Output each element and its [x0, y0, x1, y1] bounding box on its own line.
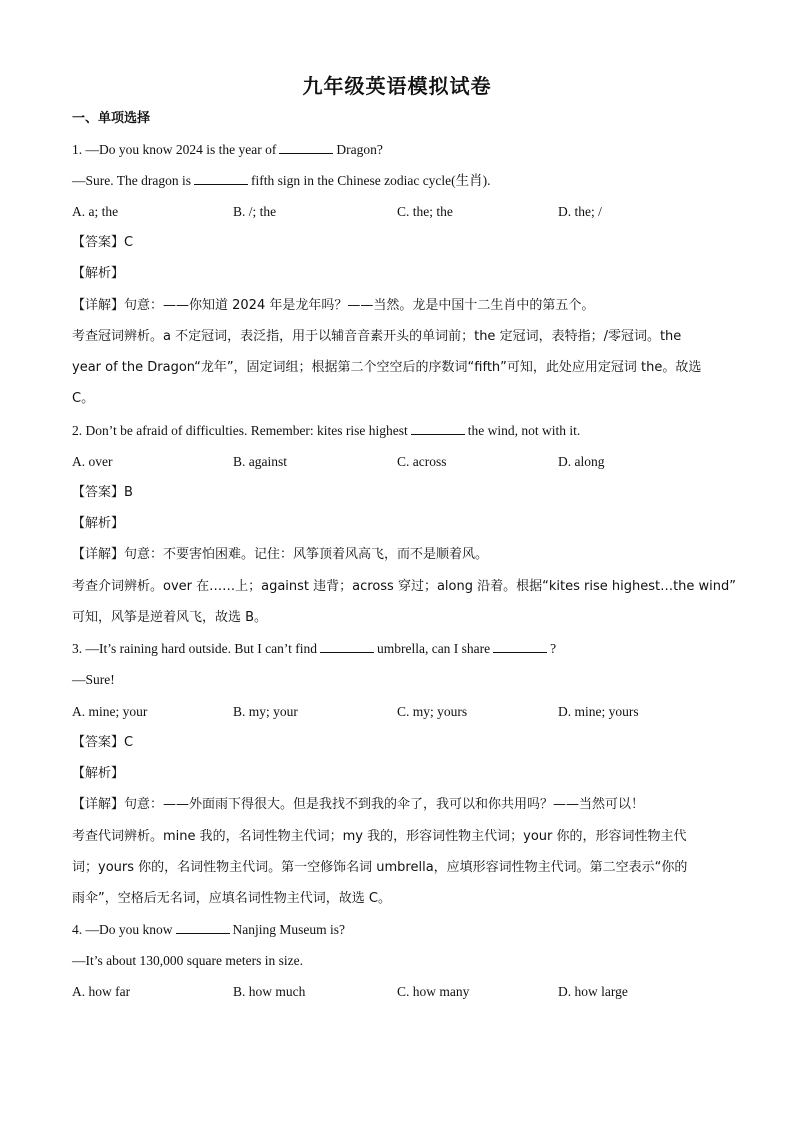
q3-explanation-2: 词；yours 你的，名词性物主代词。第一空修饰名词 umbrella，应填形容词性物主代词。第二空表示“你的	[72, 860, 688, 875]
q2-analysis-label: 【解析】	[72, 516, 125, 531]
section-heading: 一、单项选择	[72, 111, 151, 126]
q1-option-d: D. the; /	[558, 204, 602, 219]
q1-blank-1	[279, 141, 333, 154]
q3-blank-1	[320, 640, 374, 653]
q1-stem	[72, 141, 383, 159]
q3-option-a: A. mine; your	[72, 704, 148, 719]
q3-blank-2	[493, 640, 547, 653]
q2-option-d: D. along	[558, 454, 605, 469]
q2-option-b: B. against	[233, 454, 287, 469]
q1-stem-text-b: Dragon?	[336, 142, 383, 157]
q1-stem-text-a: 1. —Do you know 2024 is the year of	[72, 142, 277, 157]
q2-explanation-2: 可知，风筝是逆着风飞，故选 B。	[72, 610, 268, 625]
q1-option-b: B. /; the	[233, 204, 277, 219]
q2-answer: 【答案】B	[72, 485, 133, 500]
q3-option-c: C. my; yours	[397, 704, 468, 719]
q4-blank-1	[176, 921, 230, 934]
q2-explanation-1: 考查介词辨析。over 在……上；against 违背；across 穿过；along 沿着。根据“kites rise highest…the wind”	[72, 579, 737, 594]
q1-line2	[72, 172, 491, 190]
q3-line2: —Sure!	[72, 672, 115, 687]
q1-answer: 【答案】C	[72, 235, 134, 250]
q1-blank-2	[194, 172, 248, 185]
q2-stem	[72, 422, 580, 440]
page-title: 九年级英语模拟试卷	[302, 76, 492, 98]
q4-option-d: D. how large	[558, 984, 628, 999]
q4-line2: —It’s about 130,000 square meters in size.	[72, 953, 303, 968]
q2-stem-text-a: 2. Don’t be afraid of difficulties. Remember: kites rise highest	[72, 423, 408, 438]
q3-answer: 【答案】C	[72, 735, 134, 750]
q3-explanation-3: 雨伞”，空格后无名词，应填名词性物主代词，故选 C。	[72, 891, 391, 906]
q4-stem	[72, 921, 345, 939]
q2-detail: 【详解】句意：不要害怕困难。记住：风筝顶着风高飞，而不是顺着风。	[72, 547, 489, 562]
q4-option-b: B. how much	[233, 984, 306, 999]
q3-stem-text-c: ?	[550, 641, 557, 656]
q4-option-c: C. how many	[397, 984, 470, 999]
q4-option-a: A. how far	[72, 984, 131, 999]
q3-option-d: D. mine; yours	[558, 704, 639, 719]
q2-option-a: A. over	[72, 454, 113, 469]
q1-line2-text-b: fifth sign in the Chinese zodiac cycle(生肖).	[250, 173, 491, 188]
q1-analysis-label: 【解析】	[72, 266, 125, 281]
q3-stem	[72, 640, 556, 658]
q1-explanation-1: 考查冠词辨析。a 不定冠词，表泛指，用于以辅音音素开头的单词前；the 定冠词，表特指；/零冠词。the	[72, 329, 682, 344]
q2-stem-text-b: the wind, not with it.	[467, 423, 581, 438]
q1-line2-text-a: —Sure. The dragon is	[72, 173, 191, 188]
q3-stem-text-b: umbrella, can I share	[376, 641, 491, 656]
q3-option-b: B. my; your	[233, 704, 298, 719]
q3-stem-text-a: 3. —It’s raining hard outside. But I can’t find	[72, 641, 317, 656]
q1-explanation-2: year of the Dragon“龙年”，固定词组；根据第二个空空后的序数词“fifth”可知，此处应用定冠词 the。故选	[72, 360, 702, 375]
q3-explanation-1: 考查代词辨析。mine 我的，名词性物主代词；my 我的，形容词性物主代词；your 你的，形容词性物主代	[72, 829, 687, 844]
q4-stem-text-b: Nanjing Museum is?	[232, 922, 345, 937]
q3-analysis-label: 【解析】	[72, 766, 125, 781]
q1-option-c: C. the; the	[397, 204, 453, 219]
q2-blank-1	[411, 422, 465, 435]
q1-detail: 【详解】句意：——你知道 2024 年是龙年吗？——当然。龙是中国十二生肖中的第五个。	[72, 298, 595, 313]
q3-detail: 【详解】句意：——外面雨下得很大。但是我找不到我的伞了，我可以和你共用吗？——当然可以！	[72, 797, 645, 812]
q1-explanation-3: C。	[72, 391, 95, 406]
q2-option-c: C. across	[397, 454, 447, 469]
q1-option-a: A. a; the	[72, 204, 119, 219]
q4-stem-text-a: 4. —Do you know	[72, 922, 173, 937]
